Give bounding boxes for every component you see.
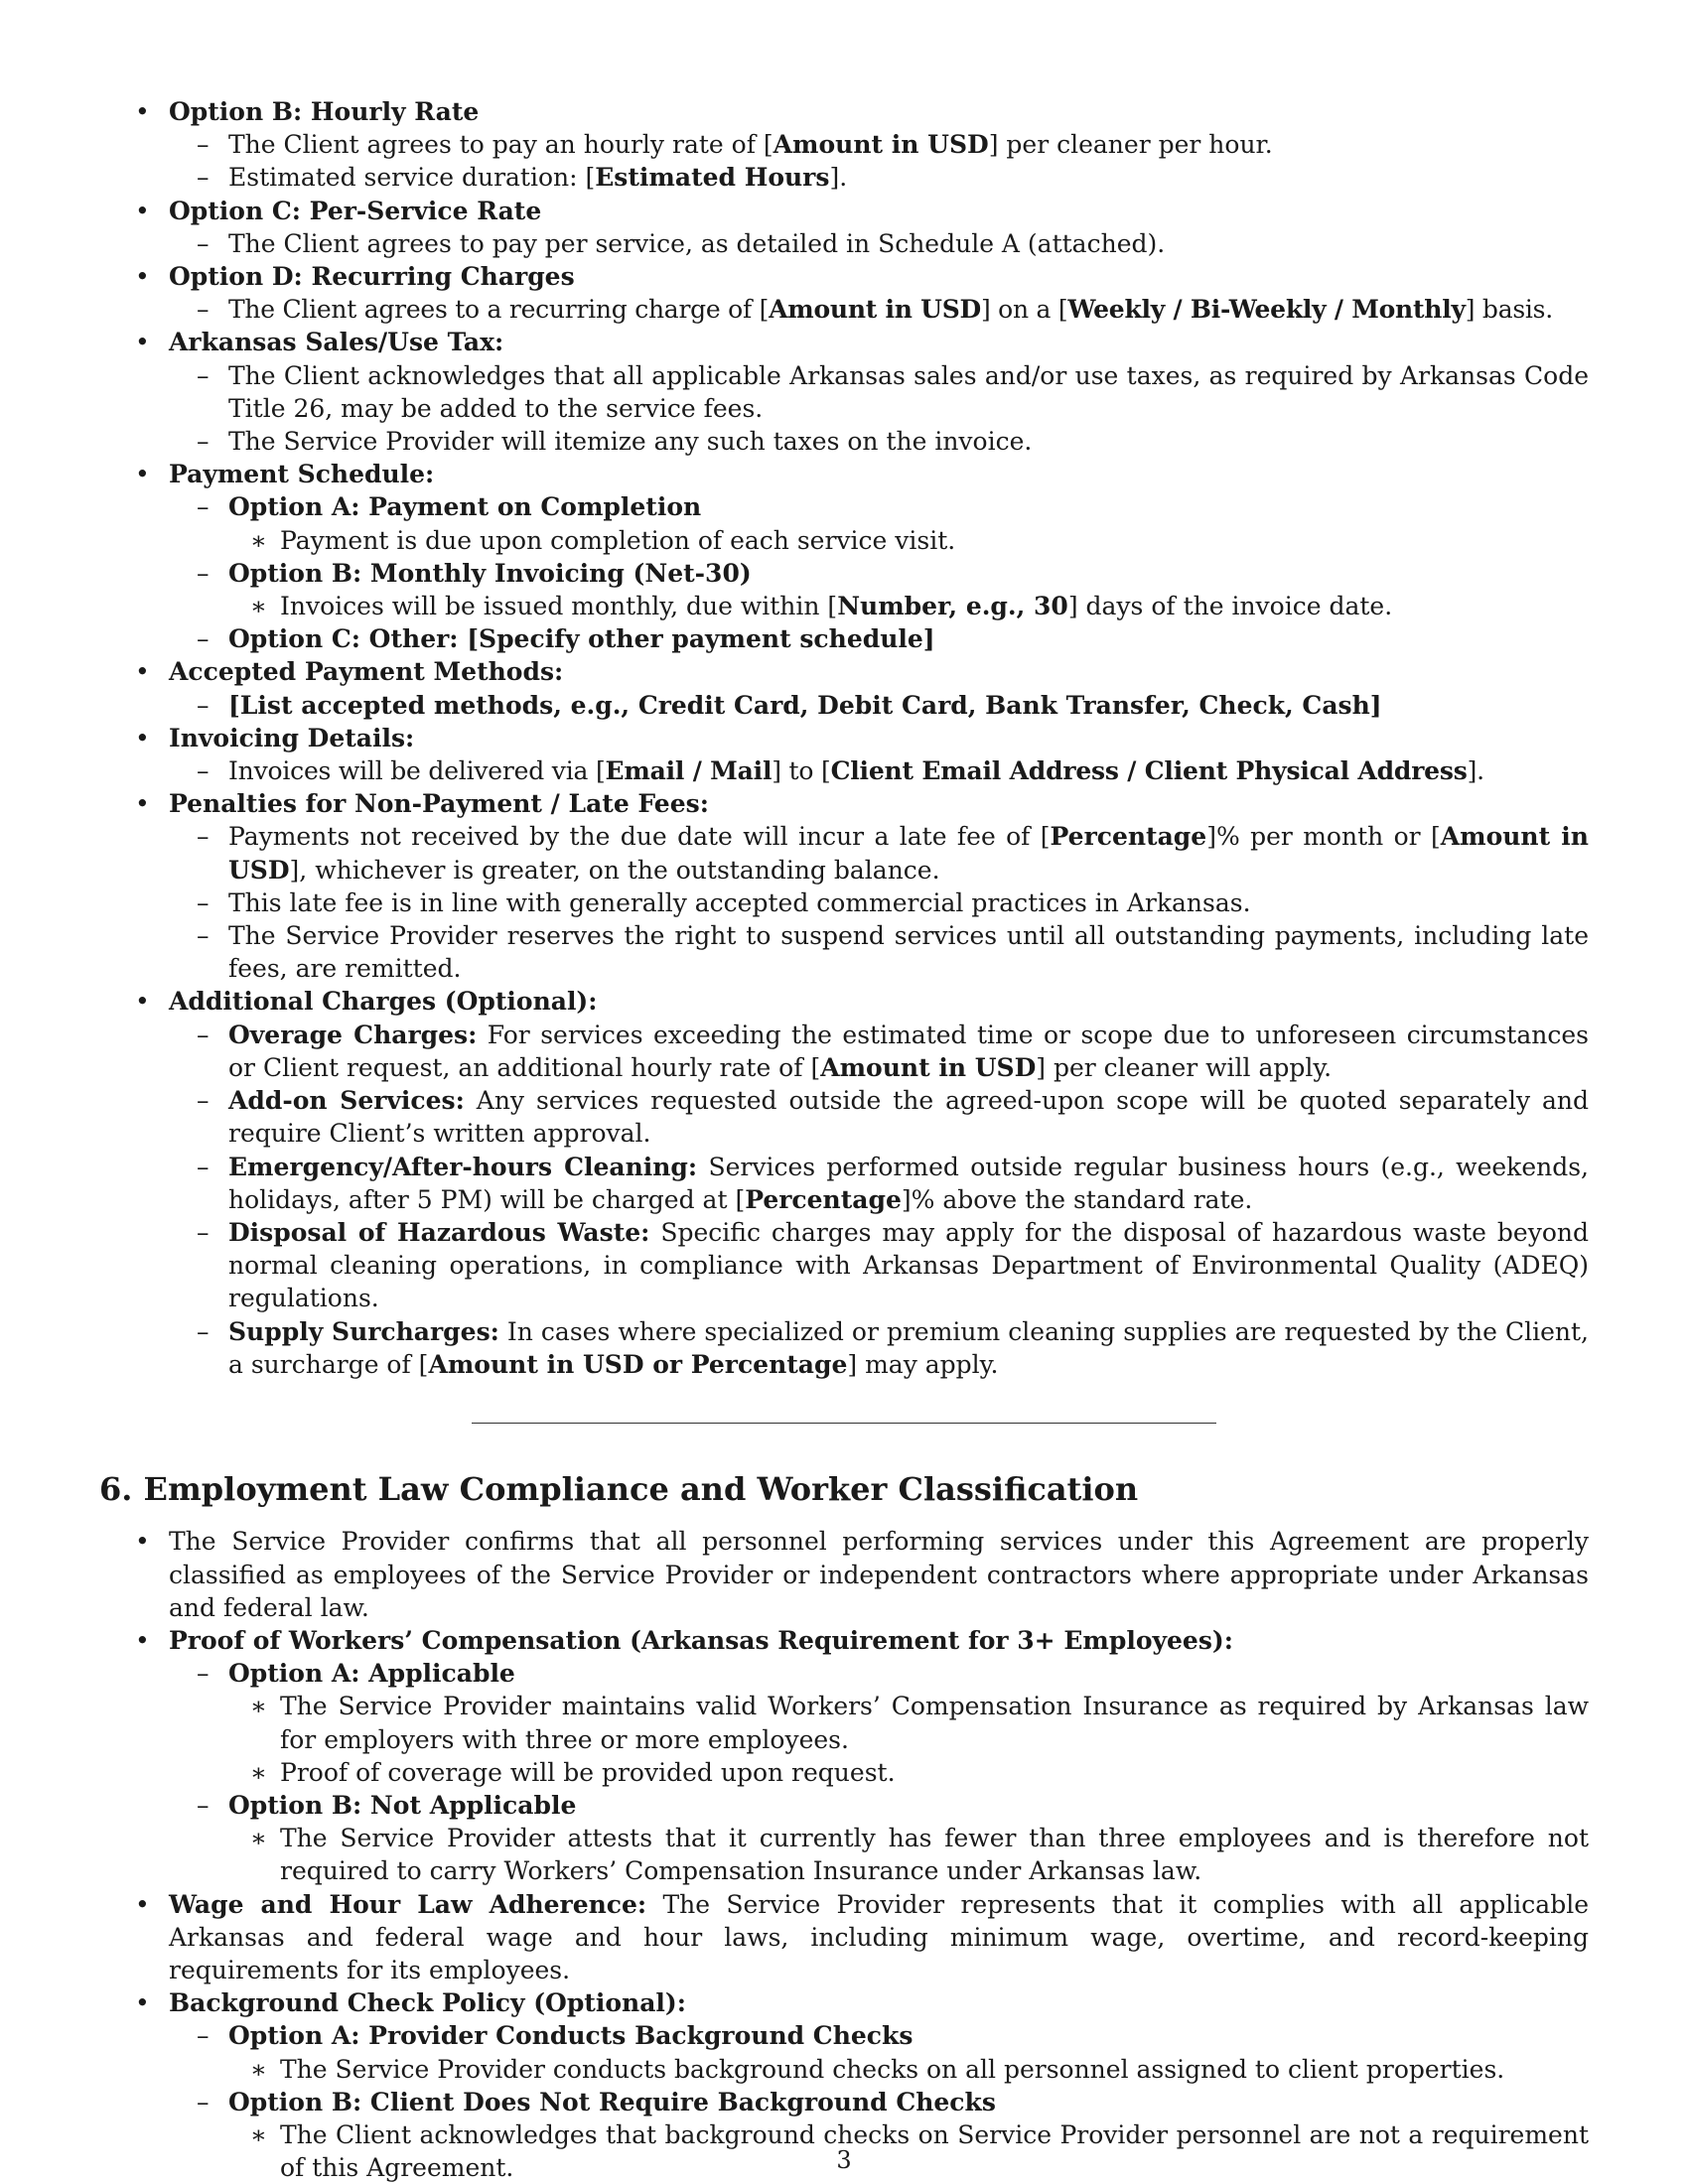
list-item: ∗ The Service Provider maintains valid Workers’ Compensation Insurance as required by Arkansas law for employers with three or more employees. [228,1690,1589,1755]
list-item: – Add-on Services: Any services requested outside the agreed-upon scope will be quoted separately and require Client’s written approval. [169,1084,1589,1150]
option-d-title: Option D: Recurring Charges [169,262,575,292]
list-item: – Option B: Client Does Not Require Background Checks ∗ The Client acknowledges that background checks on Service Provider personnel are not a requirement of this Agreement. [169,2086,1589,2184]
list-item: ∗ Invoices will be issued monthly, due within [Number, e.g., 30] days of the invoice date. [228,590,1589,622]
section-divider [472,1423,1216,1425]
list-item: – Option C: Other: [Specify other payment schedule] [169,622,1589,655]
list-item: – The Client agrees to pay per service, as detailed in Schedule A (attached). [169,227,1589,260]
option-d-recurring [99,260,1589,326]
list-item: – The Service Provider reserves the right to suspend services until all outstanding payments, including late fees, are remitted. [169,919,1589,985]
list-item: – This late fee is in line with generally accepted commercial practices in Arkansas. [169,887,1589,919]
list-item: ∗ Proof of coverage will be provided upon request. [228,1756,1589,1789]
list-item: ∗ The Service Provider attests that it currently has fewer than three employees and is therefore not required to carry Workers’ Compensation Insurance under Arkansas law. [228,1822,1589,1887]
sales-tax [99,326,1589,458]
payment-methods-title: Accepted Payment Methods: [169,657,564,687]
list-item: ∗ Payment is due upon completion of each service visit. [228,524,1589,557]
late-fees [99,787,1589,985]
list-item: – Estimated service duration: [Estimated Hours]. [169,161,1589,194]
option-b-hourly-rate [99,95,1589,195]
list-item: – Supply Surcharges: In cases where specialized or premium cleaning supplies are requested by the Client, a surcharge of [Amount in USD or Percentage] may apply. [169,1315,1589,1381]
list-item: – The Service Provider will itemize any such taxes on the invoice. [169,425,1589,458]
wage-and-hour: • Wage and Hour Law Adherence: The Service Provider represents that it complies with all applicable Arkansas and federal wage and hour laws, including minimum wage, overtime, and record-keeping requirements for its employees. [99,1888,1589,1987]
additional-charges [99,985,1589,1380]
list-item: – The Client agrees to pay an hourly rate of [Amount in USD] per cleaner per hour. [169,128,1589,161]
list-item: – Payments not received by the due date will incur a late fee of [Percentage]% per month or [Amount in USD], whichever is greater, on the outstanding balance. [169,820,1589,886]
invoicing-title: Invoicing Details: [169,723,415,752]
list-item: – The Client agrees to a recurring charge of [Amount in USD] on a [Weekly / Bi-Weekly / Monthly] basis. [169,293,1589,326]
late-fees-title: Penalties for Non-Payment / Late Fees: [169,789,709,819]
page-number: 3 [836,2146,852,2174]
background-check-policy: • Background Check Policy (Optional): – Option A: Provider Conducts Background Checks ∗ The Service Provider conducts background checks on all personnel assigned to client properties. – Option B: Client Does Not Require Background Checks ∗ The Client acknowledges that background checks on Service Provider personnel are not a requirement of this Agreement. [99,1986,1589,2184]
additional-charges-title: Additional Charges (Optional): [169,987,598,1017]
list-item: – Invoices will be delivered via [Email / Mail] to [Client Email Address / Client Physical Address]. [169,754,1589,787]
list-item: – Option A: Applicable ∗ The Service Provider maintains valid Workers’ Compensation Insurance as required by Arkansas law for employers with three or more employees. ∗ Proof of coverage will be provided upon request. [169,1657,1589,1789]
list-item: – [List accepted methods, e.g., Credit Card, Debit Card, Bank Transfer, Check, Cash] [169,689,1589,722]
option-c-per-service [99,195,1589,260]
payment-methods [99,655,1589,721]
list-item: – The Client acknowledges that all applicable Arkansas sales and/or use taxes, as required by Arkansas Code Title 26, may be added to the service fees. [169,359,1589,425]
payment-terms-list [99,95,1589,1381]
worker-classification: • The Service Provider confirms that all personnel performing services under this Agreement are properly classified as employees of the Service Provider or independent contractors where appropriate under Arkansas and federal law. [99,1525,1589,1624]
list-item: – Option B: Not Applicable ∗ The Service Provider attests that it currently has fewer than three employees and is therefore not required to carry Workers’ Compensation Insurance under Arkansas law. [169,1789,1589,1888]
employment-compliance-list [99,1525,1589,2184]
list-item: – Emergency/After-hours Cleaning: Services performed outside regular business hours (e.g., weekends, holidays, after 5 PM) will be charged at [Percentage]% above the standard rate. [169,1151,1589,1216]
list-item: – Disposal of Hazardous Waste: Specific charges may apply for the disposal of hazardous waste beyond normal cleaning operations, in compliance with Arkansas Department of Environmental Quality (ADEQ) regulations. [169,1216,1589,1315]
document-page [99,95,1589,2184]
payment-schedule-title: Payment Schedule: [169,460,435,489]
sales-tax-title: Arkansas Sales/Use Tax: [169,328,504,357]
list-item: – Option B: Monthly Invoicing (Net-30) ∗ Invoices will be issued monthly, due within [Number, e.g., 30] days of the invoice date. [169,557,1589,622]
list-item: – Option A: Payment on Completion ∗ Payment is due upon completion of each service visit. [169,490,1589,556]
section-6-heading: 6. Employment Law Compliance and Worker Classification [99,1470,1139,1509]
invoicing-details [99,722,1589,787]
list-item: ∗ The Client acknowledges that background checks on Service Provider personnel are not a requirement of this Agreement. [228,2118,1589,2184]
list-item: – Option A: Provider Conducts Background Checks ∗ The Service Provider conducts background checks on all personnel assigned to client properties. [169,2019,1589,2085]
workers-compensation: • Proof of Workers’ Compensation (Arkansas Requirement for 3+ Employees): – Option A: Applicable ∗ The Service Provider maintains valid Workers’ Compensation Insurance as required by Arkansas law for employers with three or more employees. ∗ Proof of coverage will be provided upon request. – Option B: Not Applicable ∗ The Service Provider attests that it currently has fewer than three employees and is therefore not required to carry Workers’ Compensation Insurance under Arkansas law. [99,1624,1589,1888]
option-b-title: Option B: Hourly Rate [169,97,480,126]
list-item: ∗ The Service Provider conducts background checks on all personnel assigned to client properties. [228,2053,1589,2086]
payment-schedule [99,458,1589,655]
option-c-title: Option C: Per-Service Rate [169,196,542,225]
list-item: – Overage Charges: For services exceeding the estimated time or scope due to unforeseen circumstances or Client request, an additional hourly rate of [Amount in USD] per cleaner will apply. [169,1019,1589,1084]
